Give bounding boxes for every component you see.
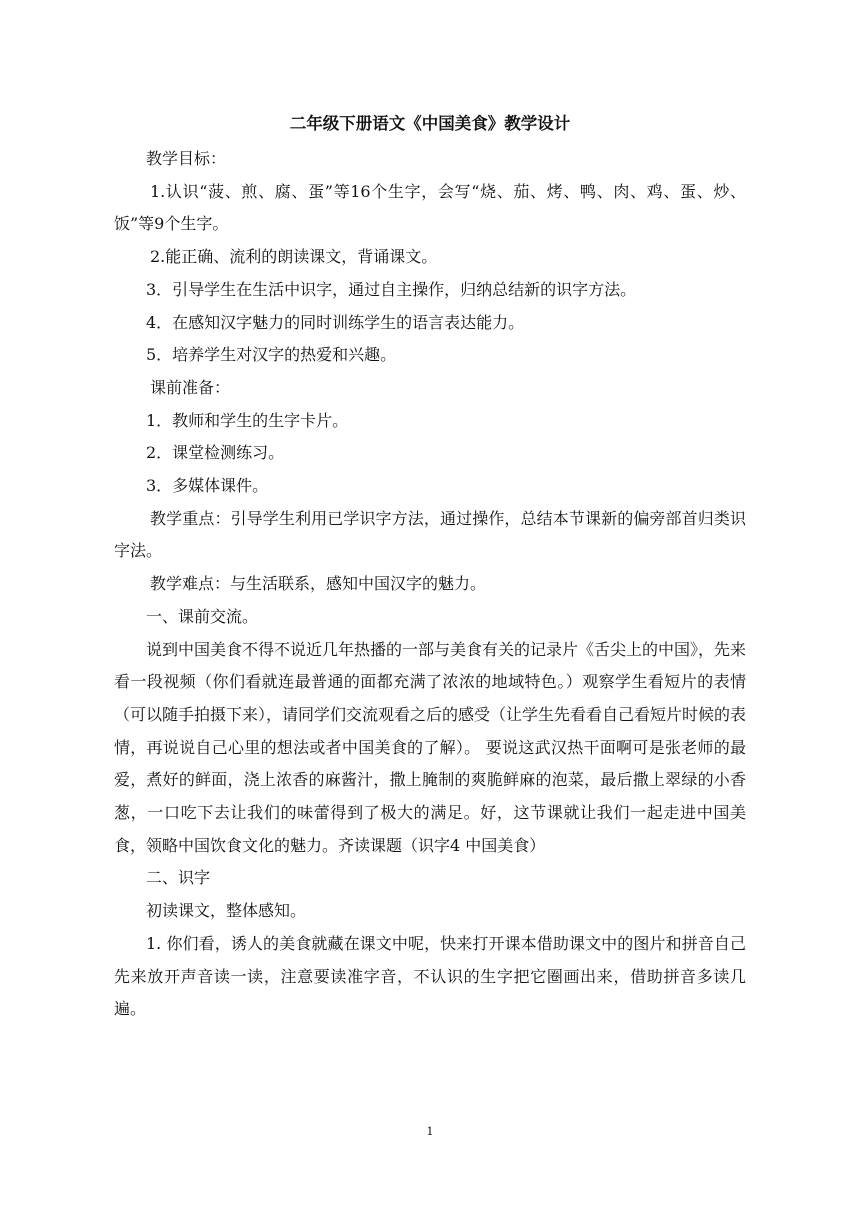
paragraph-preparation-heading: 课前准备： bbox=[150, 377, 231, 397]
paragraph-objective-2: 2.能正确、流利的朗读课文，背诵课文。 bbox=[150, 247, 438, 267]
paragraph-objective-4: 4．在感知汉字魅力的同时训练学生的语言表达能力。 bbox=[146, 312, 525, 332]
paragraph-objective-1: 1.认识“菠、煎、腐、蛋”等16个生字，会写“烧、茄、烤、鸭、肉、鸡、蛋、炒、饭”等9个生字。 bbox=[114, 181, 746, 234]
paragraph-section-1-heading: 一、课前交流。 bbox=[146, 606, 259, 626]
paragraph-preparation-3: 3．多媒体课件。 bbox=[146, 476, 269, 496]
paragraph-key-point: 教学重点：引导学生利用已学识字方法，通过操作，总结本节课新的偏旁部首归类识字法。 bbox=[114, 508, 746, 561]
page-number: 1 bbox=[426, 1125, 434, 1138]
paragraph-section-2-heading: 二、识字 bbox=[146, 868, 211, 888]
paragraph-difficulty: 教学难点：与生活联系，感知中国汉字的魅力。 bbox=[150, 574, 487, 594]
paragraph-step-1: 1. 你们看，诱人的美食就藏在课文中呢，快来打开课本借助课文中的图片和拼音自己先来放开声音读一读，注意要读准字音，不认识的生字把它圈画出来，借助拼音多读几遍。 bbox=[114, 933, 746, 1019]
paragraph-objective-5: 5．培养学生对汉字的热爱和兴趣。 bbox=[146, 345, 397, 365]
paragraph-objectives-heading: 教学目标： bbox=[146, 149, 227, 168]
paragraph-section-1-body: 说到中国美食不得不说近几年热播的一部与美食有关的记录片《舌尖上的中国》，先来看一段视频（你们看就连最普通的面都充满了浓浓的地域特色。）观察学生看短片的表情（可以随手拍摄下来），请同学们交流观看之后的感受（让学生先看看自己看短片时候的表情，再说说自己心里的想法或者中国美食的了解）。 要说这武汉热干面啊可是张老师的最爱，煮好的鲜面，浇上浓香的麻酱汁，撒上腌制的爽脆鲜麻的泡菜，最后撒上翠绿的小香葱，一口吃下去让我们的味蕾得到了极大的满足。好，这节课就让我们一起走进中国美食，领略中国饮食文化的魅力。齐读课题（识字4 中国美食） bbox=[114, 639, 747, 855]
document-title: 二年级下册语文《中国美食》教学设计 bbox=[289, 114, 571, 133]
paragraph-preparation-1: 1．教师和学生的生字卡片。 bbox=[146, 410, 349, 430]
paragraph-preparation-2: 2．课堂检测练习。 bbox=[146, 443, 285, 463]
paragraph-first-reading: 初读课文，整体感知。 bbox=[146, 901, 307, 921]
paragraph-objective-3: 3．引导学生在生活中识字，通过自主操作，归纳总结新的识字方法。 bbox=[146, 279, 637, 299]
document-body bbox=[114, 143, 746, 1026]
